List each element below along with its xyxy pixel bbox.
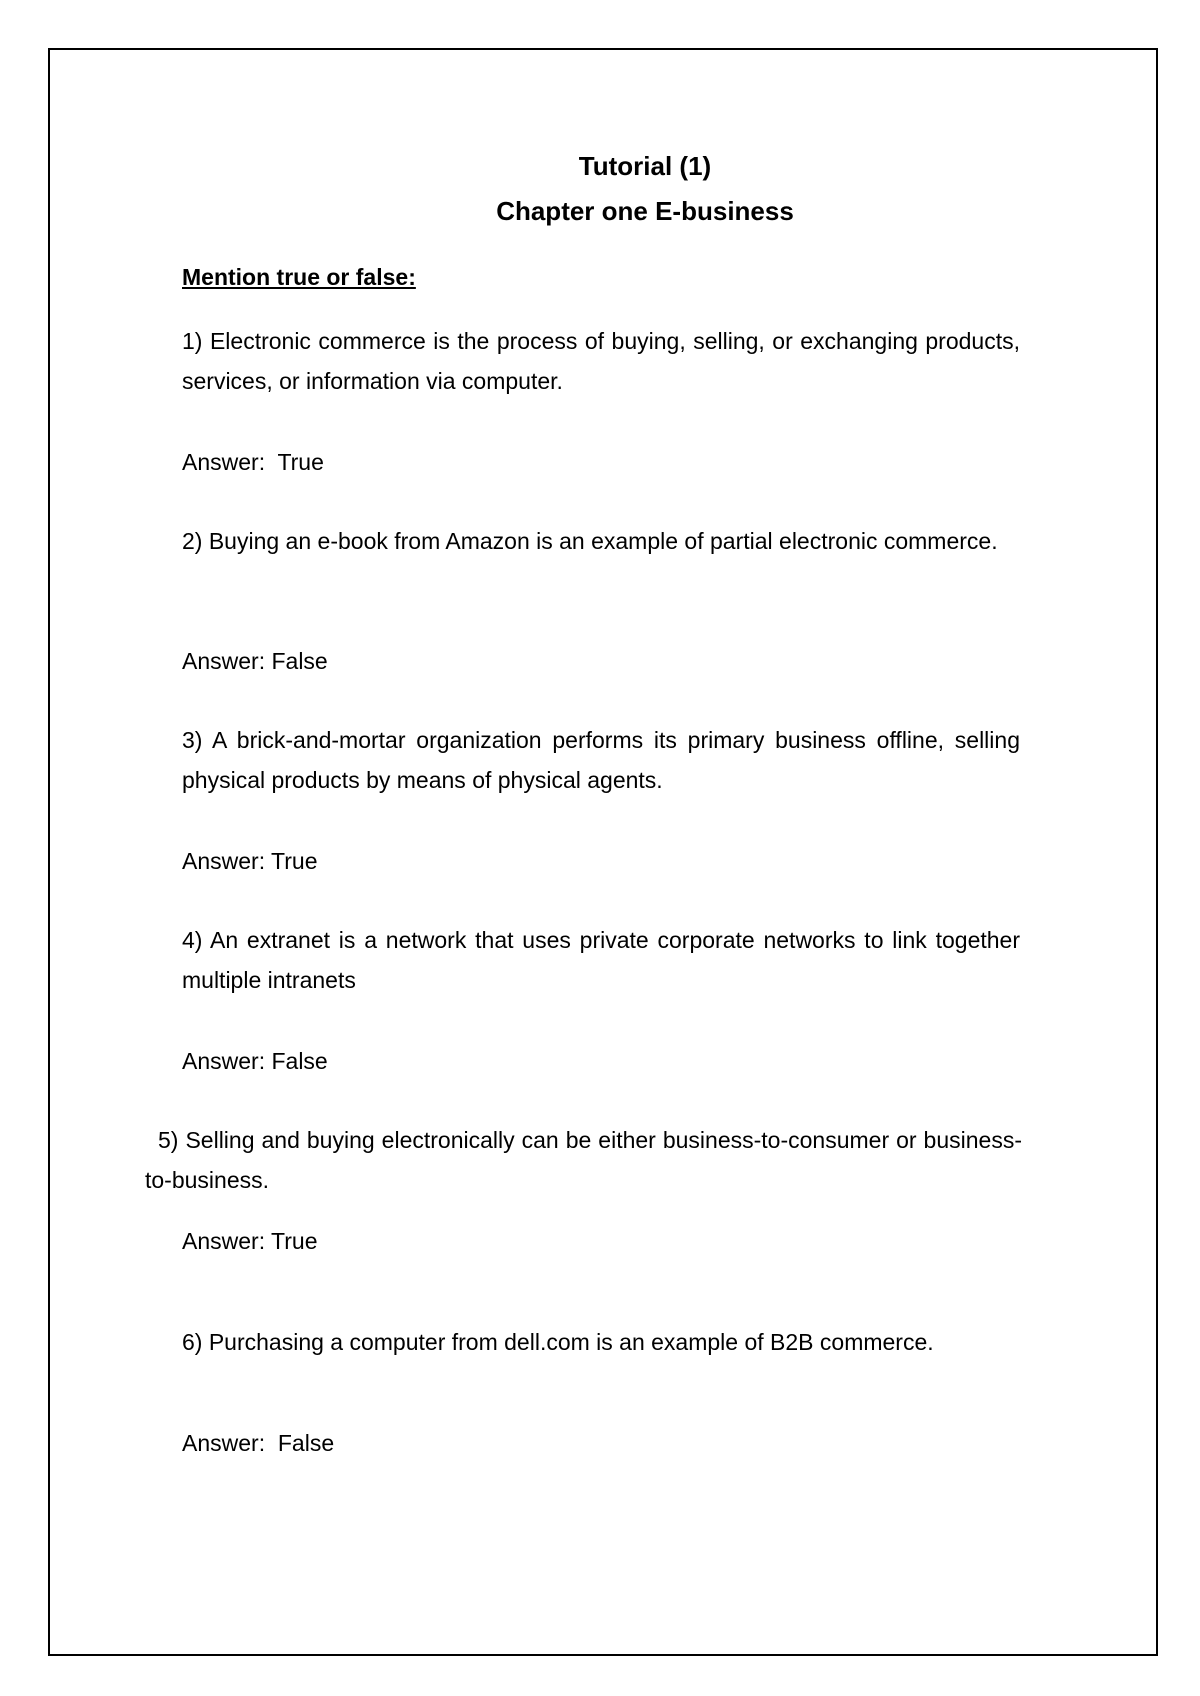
document-title: Tutorial (1)	[578, 151, 712, 181]
answer-2: Answer: False	[182, 648, 328, 674]
answer-3: Answer: True	[182, 848, 318, 874]
instruction-heading: Mention true or false:	[182, 264, 416, 290]
answer-6: Answer: False	[182, 1430, 335, 1456]
answer-5: Answer: True	[182, 1228, 318, 1254]
question-2: 2) Buying an e-book from Amazon is an example of partial electronic commerce.	[182, 528, 998, 554]
question-4: 4) An extranet is a network that uses private corporate networks to link together multiple intranets	[182, 927, 1020, 993]
answer-1: Answer: True	[182, 449, 324, 475]
answer-4: Answer: False	[182, 1048, 328, 1074]
document-subtitle: Chapter one E-business	[496, 196, 794, 226]
question-5: 5) Selling and buying electronically can be either business-to-consumer or business-to-business.	[145, 1127, 1022, 1193]
question-3: 3) A brick-and-mortar organization performs its primary business offline, selling physical products by means of physical agents.	[182, 727, 1020, 793]
question-6: 6) Purchasing a computer from dell.com is an example of B2B commerce.	[182, 1329, 934, 1355]
question-1: 1) Electronic commerce is the process of buying, selling, or exchanging products, services, or information via computer.	[182, 328, 1020, 394]
